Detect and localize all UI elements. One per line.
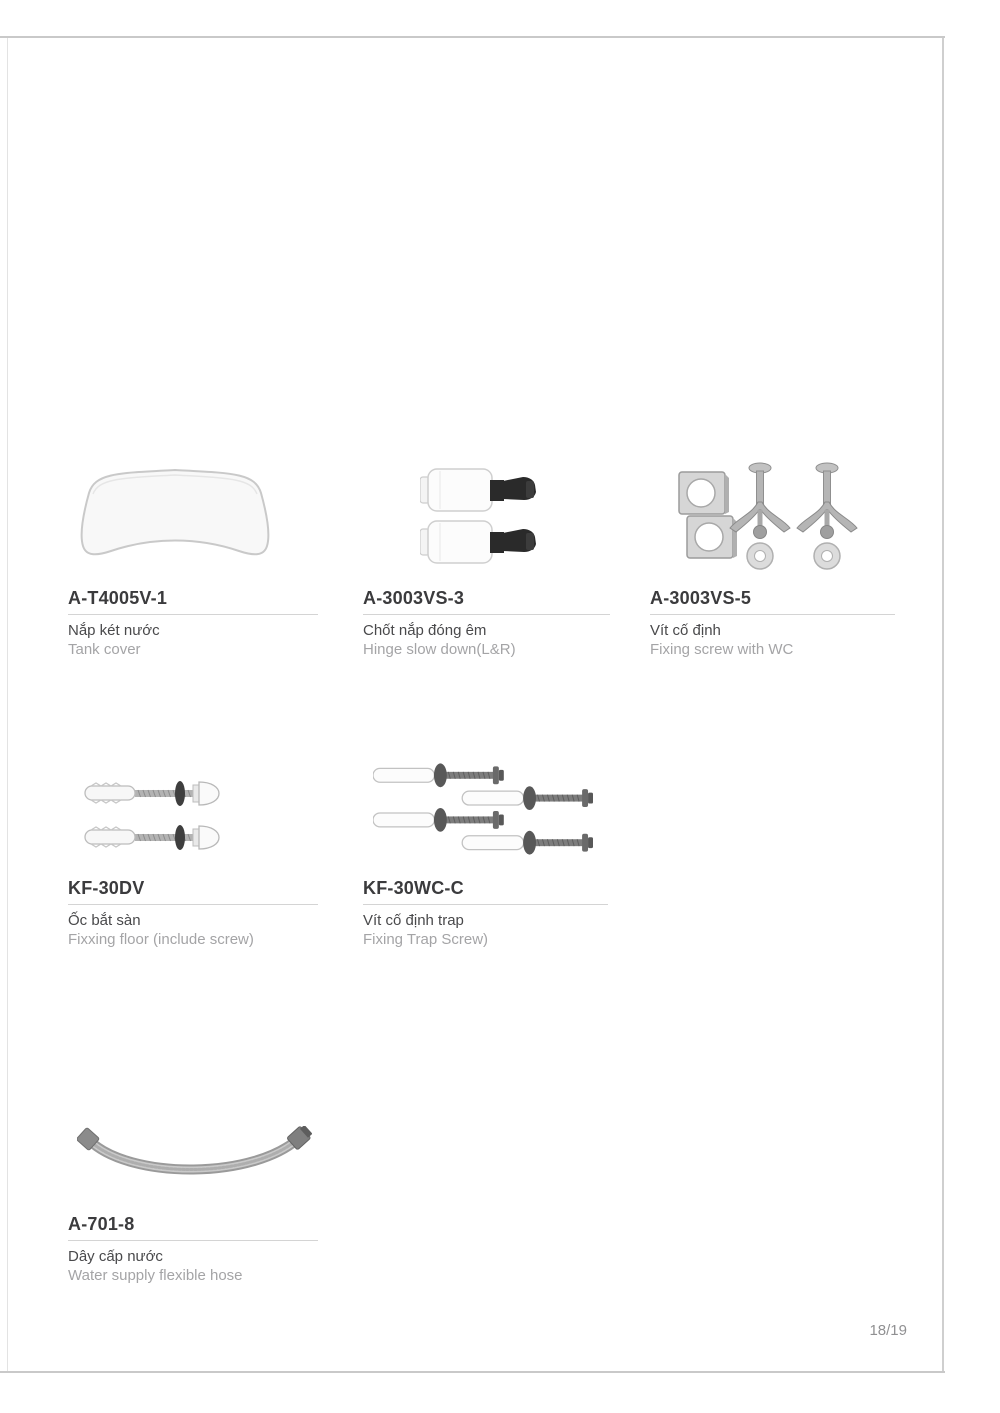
page-frame-right: [942, 38, 944, 1371]
page-frame-left: [7, 38, 8, 1371]
floor-fixing-screw-icon: [83, 778, 235, 850]
product-name-vi: Vít cố định: [650, 622, 721, 639]
page-frame-bottom: [0, 1371, 945, 1373]
product-name-en: Fixing screw with WC: [650, 641, 794, 658]
tank-cover-icon: [68, 460, 283, 565]
divider: [363, 614, 610, 615]
product-code: A-3003VS-5: [650, 588, 752, 608]
divider: [68, 904, 318, 905]
product-name-en: Fixing Trap Screw): [363, 931, 489, 948]
product-card: [363, 588, 610, 658]
divider: [650, 614, 895, 615]
product-card: [68, 1214, 318, 1284]
product-name-en: Tank cover: [68, 641, 141, 658]
product-code: KF-30DV: [68, 878, 145, 898]
product-name-vi: Dây cấp nước: [68, 1248, 163, 1265]
product-code: A-701-8: [68, 1214, 135, 1234]
product-card: [363, 878, 608, 948]
product-name-vi: Ốc bắt sàn: [68, 912, 141, 929]
product-name-en: Hinge slow down(L&R): [363, 641, 516, 658]
product-code: A-T4005V-1: [68, 588, 168, 608]
product-name-vi: Vít cố định trap: [363, 912, 464, 929]
product-card: [650, 588, 895, 658]
divider: [363, 904, 608, 905]
product-name-vi: Chốt nắp đóng êm: [363, 622, 487, 639]
hinge-slow-down-icon: [420, 466, 545, 566]
product-card: [68, 878, 318, 948]
divider: [68, 614, 318, 615]
flexible-hose-icon: [77, 1126, 312, 1186]
page-number: 18/19: [869, 1322, 907, 1339]
product-name-en: Water supply flexible hose: [68, 1267, 243, 1284]
product-code: A-3003VS-3: [363, 588, 465, 608]
product-card: [68, 588, 318, 658]
divider: [68, 1240, 318, 1241]
trap-fixing-screw-icon: [373, 763, 593, 855]
product-name-en: Fixxing floor (include screw): [68, 931, 254, 948]
page-frame-top: [0, 36, 945, 38]
wc-fixing-screw-icon: [675, 458, 865, 570]
product-code: KF-30WC-C: [363, 878, 464, 898]
product-name-vi: Nắp két nước: [68, 622, 160, 639]
